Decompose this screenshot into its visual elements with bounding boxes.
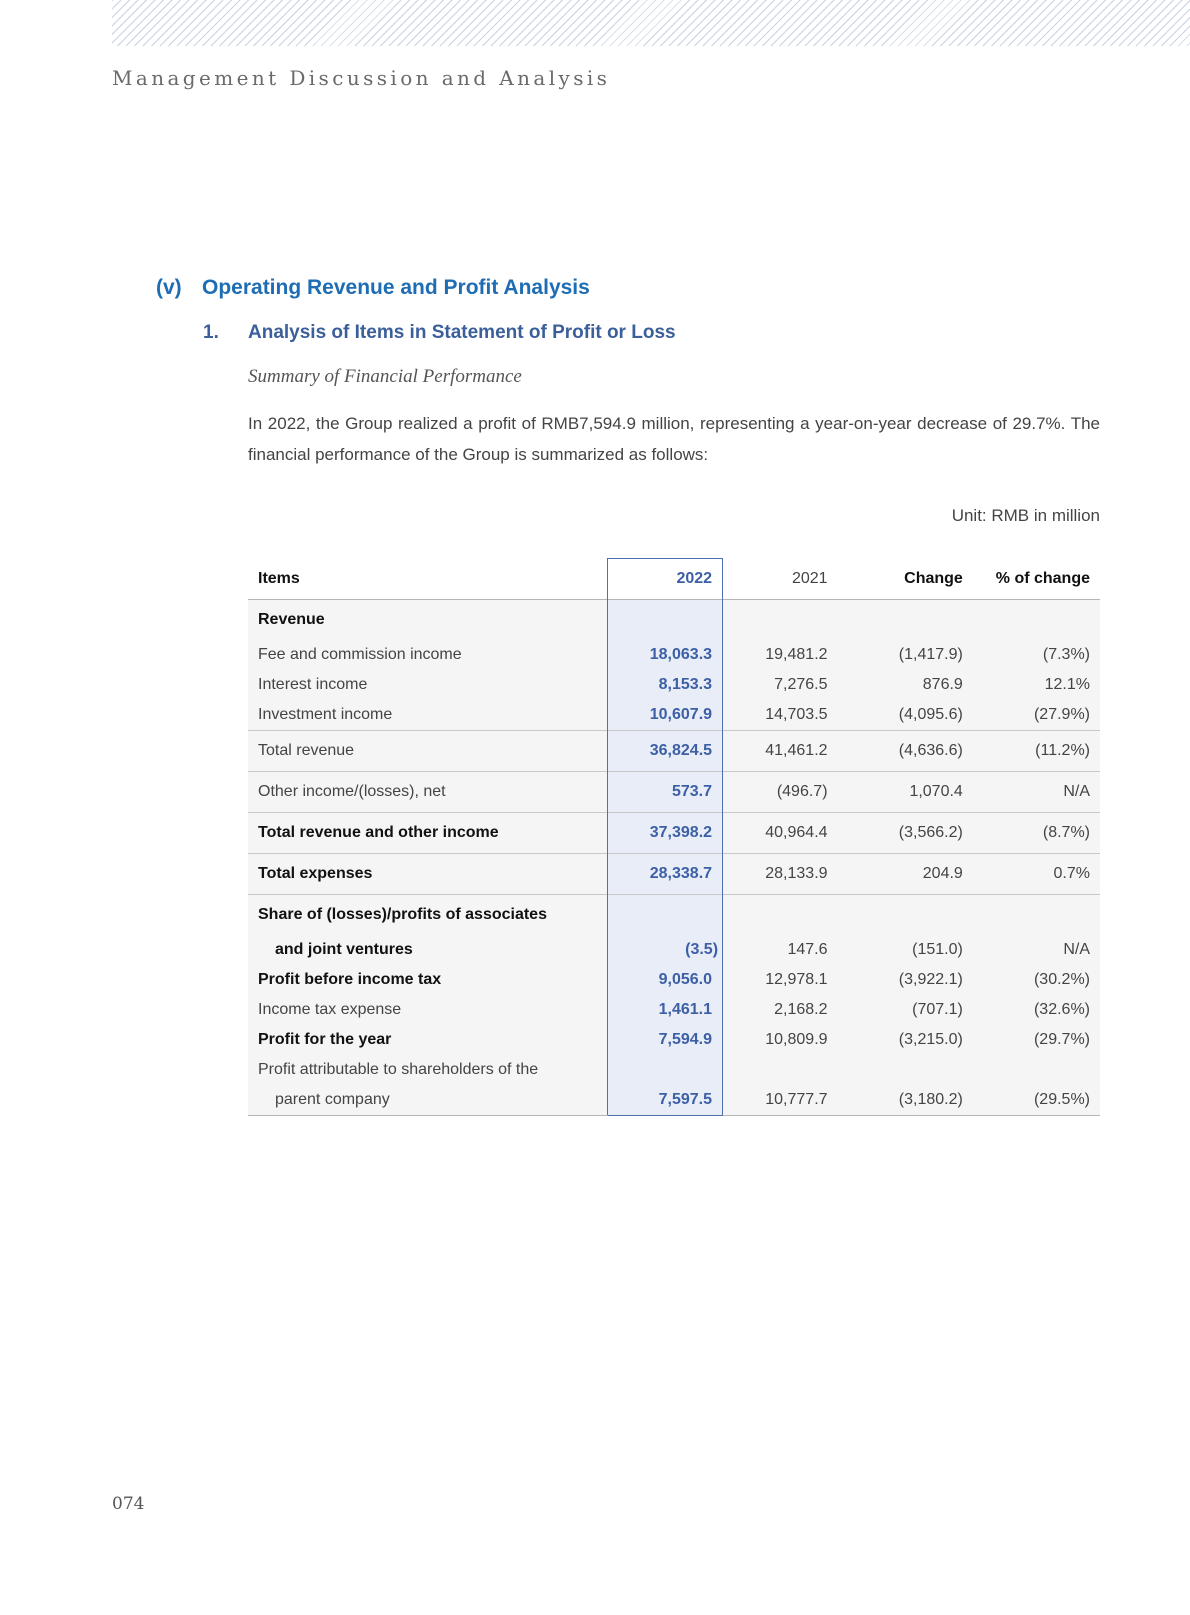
cell-change: (3,215.0): [898, 1031, 963, 1048]
cell-2022: 1,461.1: [607, 995, 723, 1025]
row-label: Profit attributable to shareholders of the: [258, 1061, 539, 1078]
cell-2021: (496.7): [723, 772, 850, 813]
table-row: [248, 854, 1100, 895]
row-label: Income tax expense: [258, 1001, 402, 1018]
cell-2021: 40,964.4: [723, 813, 850, 854]
table-header-row: [248, 559, 1100, 600]
table-row: [248, 772, 1100, 813]
table-row: [248, 600, 1100, 641]
table-row: [248, 1085, 1100, 1116]
row-label: Total revenue: [248, 731, 607, 772]
cell-2022: 36,824.5: [607, 731, 723, 772]
cell-2021: 14,703.5: [765, 706, 828, 723]
table-row: [248, 731, 1100, 772]
table-row: [248, 813, 1100, 854]
cell-change: [850, 600, 981, 641]
cell-2021: 41,461.2: [723, 731, 850, 772]
cell-pct-change: 0.7%: [981, 854, 1100, 895]
cell-2021: [723, 600, 850, 641]
row-label: Share of (losses)/profits of associates: [248, 895, 607, 936]
cell-change: [850, 895, 981, 936]
cell-pct-change: (29.7%): [1033, 1031, 1090, 1048]
cell-2021: 12,978.1: [765, 971, 828, 988]
table-row: [248, 1055, 1100, 1085]
cell-change: (4,095.6): [898, 706, 963, 723]
cell-pct-change: (29.5%): [981, 1085, 1100, 1116]
running-header: Management Discussion and Analysis: [112, 66, 611, 90]
cell-change: 876.9: [922, 676, 963, 693]
cell-2022: 37,398.2: [607, 813, 723, 854]
cell-pct-change: (8.7%): [981, 813, 1100, 854]
cell-pct-change: [981, 600, 1100, 641]
table-row: [248, 965, 1100, 995]
cell-2021: 7,276.5: [774, 676, 828, 693]
cell-2022: 573.7: [607, 772, 723, 813]
row-label: Other income/(losses), net: [248, 772, 607, 813]
cell-change: (707.1): [912, 1001, 963, 1018]
cell-2022: 9,056.0: [607, 965, 723, 995]
row-label: Investment income: [258, 706, 393, 723]
table-row: [248, 700, 1100, 731]
section-number: (v): [156, 276, 182, 299]
header-pct-change: % of change: [995, 569, 1090, 587]
cell-pct-change: (27.9%): [1033, 706, 1090, 723]
cell-change: 204.9: [850, 854, 981, 895]
cell-pct-change: (7.3%): [1042, 646, 1090, 663]
row-label: Profit before income tax: [258, 971, 442, 988]
table-row: [248, 895, 1100, 936]
cell-2021: 28,133.9: [723, 854, 850, 895]
cell-2022: 10,607.9: [607, 700, 723, 731]
cell-2022: (3.5): [607, 935, 723, 965]
cell-2022: 8,153.3: [607, 670, 723, 700]
cell-pct-change: (11.2%): [981, 731, 1100, 772]
cell-2022: [607, 895, 723, 936]
cell-2022: 7,594.9: [607, 1025, 723, 1055]
header-2022: 2022: [607, 559, 723, 600]
cell-2022: [607, 1055, 723, 1085]
row-label: Revenue: [258, 611, 325, 628]
section-title-text: Operating Revenue and Profit Analysis: [202, 276, 590, 299]
header-hatch-band: [112, 0, 1190, 46]
cell-2021: 2,168.2: [774, 1001, 828, 1018]
cell-pct-change: (32.6%): [1033, 1001, 1090, 1018]
row-label: Total expenses: [248, 854, 607, 895]
cell-2021: 19,481.2: [765, 646, 828, 663]
cell-change: [850, 1055, 981, 1085]
table-row: [248, 640, 1100, 670]
row-label: Fee and commission income: [258, 646, 462, 663]
cell-2021: 147.6: [787, 941, 828, 958]
cell-pct-change: N/A: [1063, 941, 1090, 958]
subsection-title-text: Analysis of Items in Statement of Profit or Loss: [248, 322, 676, 343]
cell-pct-change: (30.2%): [1033, 971, 1090, 988]
cell-pct-change: [981, 1055, 1100, 1085]
subsection-number: 1.: [203, 322, 219, 343]
table-row: [248, 995, 1100, 1025]
cell-2022: 18,063.3: [607, 640, 723, 670]
table-row: [248, 935, 1100, 965]
cell-2022: 7,597.5: [607, 1085, 723, 1116]
cell-change: (4,636.6): [850, 731, 981, 772]
page-number: 074: [112, 1494, 145, 1514]
cell-2021: [723, 895, 850, 936]
cell-2021: [723, 1055, 850, 1085]
cell-pct-change: [981, 895, 1100, 936]
row-label: parent company: [248, 1085, 607, 1116]
cell-2022: [607, 600, 723, 641]
section-title: [156, 276, 590, 300]
cell-pct-change: N/A: [981, 772, 1100, 813]
cell-change: (3,180.2): [850, 1085, 981, 1116]
row-label: Total revenue and other income: [248, 813, 607, 854]
table-row: [248, 670, 1100, 700]
row-label: Profit for the year: [258, 1031, 392, 1048]
row-label: Interest income: [258, 676, 368, 693]
header-2021: 2021: [791, 569, 828, 587]
cell-change: 1,070.4: [850, 772, 981, 813]
header-change: Change: [904, 569, 963, 587]
cell-change: (151.0): [912, 941, 963, 958]
subsection-title: [203, 322, 676, 344]
table-row: [248, 1025, 1100, 1055]
cell-pct-change: 12.1%: [1044, 676, 1090, 693]
intro-paragraph: In 2022, the Group realized a profit of RMB7,594.9 million, representing a year-on-year decrease of 29.7%. The financial performance of the Group is summarized as follows:: [248, 414, 1100, 464]
financial-performance-table: [248, 558, 1100, 1116]
header-items: Items: [258, 569, 300, 587]
row-label: and joint ventures: [275, 941, 413, 958]
cell-2021: 10,777.7: [723, 1085, 850, 1116]
cell-change: (1,417.9): [898, 646, 963, 663]
summary-heading: Summary of Financial Performance: [248, 366, 522, 387]
cell-2022: 28,338.7: [607, 854, 723, 895]
cell-2021: 10,809.9: [765, 1031, 828, 1048]
cell-change: (3,566.2): [850, 813, 981, 854]
cell-change: (3,922.1): [898, 971, 963, 988]
unit-label: Unit: RMB in million: [951, 506, 1100, 525]
